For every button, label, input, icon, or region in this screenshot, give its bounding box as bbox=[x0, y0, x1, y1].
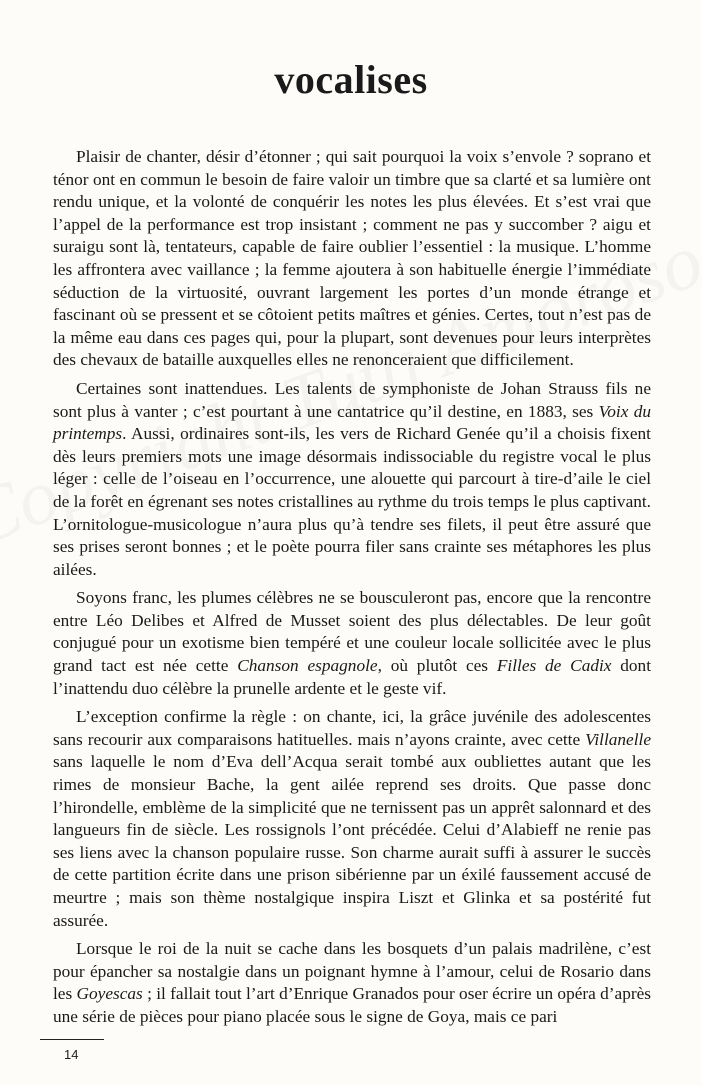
italic-title: Filles de Cadix bbox=[496, 656, 612, 676]
paragraph bbox=[53, 146, 651, 372]
italic-title: Voix du printemps bbox=[53, 401, 652, 444]
paragraph bbox=[53, 706, 651, 932]
body-text bbox=[53, 146, 651, 1035]
italic-title: Villanelle bbox=[585, 729, 651, 749]
paragraph bbox=[53, 378, 651, 581]
footer-rule bbox=[40, 1039, 104, 1040]
paragraph bbox=[53, 587, 651, 700]
paragraph bbox=[53, 938, 651, 1028]
text-run: L’exception confirme la règle : on chante, ici, la grâce juvénile des adolescentes sans recourir aux comparaisons hatituelles. mais n’ayons crainte, avec cette bbox=[53, 707, 651, 749]
page-title: vocalises bbox=[274, 57, 428, 102]
text-run: . Aussi, ordinaires sont-ils, les vers de Richard Genée qu’il a choisis fixent dès leurs premiers mots une image désormais indissociable du registre vocal le plus léger : celle de l’oiseau en l’occurrence, une alouette qui parcourt à tire-d’aile le ciel de la forêt en égrenant ses notes cristallines au rythme du trois temps le plus captivant. L’ornitologue-musicologue n’aura plus qu’à tendre ses filets, il peut être assuré que ses prises seront bonnes ; et le poète pourra filer sans crainte ses métaphores les plus ailées. bbox=[53, 424, 651, 579]
text-run: Lorsque le roi de la nuit se cache dans les bosquets d’un palais madrilène, c’est pour épancher sa nostalgie dans un poignant hymne à l’amour, celui de Rosario dans les bbox=[53, 939, 651, 1004]
text-run: Plaisir de chanter, désir d’étonner ; qui sait pourquoi la voix s’envole ? soprano et ténor ont en commun le besoin de faire valoir un timbre que sa clarté et sa lumière ont rendu unique, et la volonté de conquérir les notes les plus élevées. Et s’est vrai que l’appel de la performance est trop insistant ; comment ne pas y succomber ? aigu et suraigu sont là, tentateurs, capable de faire oublier l’essentiel : la musique. L’homme les affrontera avec vaillance ; la femme ajoutera à son habituelle énergie l’immédiate séduction de la virtuosité, ouvrant largement les portes d’un monde étrange et fascinant où se pressent et se côtoient petits maîtres et génies. Certes, tout n’est pas de la même eau dans ces pages qui, pour la plupart, sont devenues pour leurs interprètes des chevaux de bataille auxquelles elles ne renonceraient que difficilement. bbox=[53, 147, 651, 370]
text-run: dont l’inattendu duo célèbre la prunelle ardente et le geste vif. bbox=[53, 656, 651, 698]
text-run: ; il fallait tout l’art d’Enrique Granados pour oser écrire un opéra d’après une série de pièces pour piano placée sous le signe de Goya, mais ce pari bbox=[53, 984, 651, 1026]
text-run: Certaines sont inattendues. Les talents de symphoniste de Johan Strauss fils ne sont plus à vanter ; c’est pourtant à une cantatrice qu’il destine, en 1883, ses bbox=[53, 378, 651, 421]
italic-title: Chanson espagnole bbox=[237, 656, 378, 676]
text-run: Soyons franc, les plumes célèbres ne se bousculeront pas, encore que la rencontre entre Léo Delibes et Alfred de Musset soient des plus délectables. De leur goût conjugué pour un exotisme bien tempéré et une couleur locale sollicitée avec le plus grand tact est née cette bbox=[53, 588, 651, 676]
page-number: 14 bbox=[64, 1047, 79, 1062]
italic-title: Goyescas bbox=[76, 984, 143, 1004]
text-run: , où plutôt ces bbox=[377, 656, 497, 676]
text-run: sans laquelle le nom d’Eva dell’Acqua serait tombé aux oubliettes autant que les rimes de monsieur Bache, la gent ailée reprend ses droits. Que passe donc l’hirondelle, emblème de la simplicité que ne ternissent pas un apprêt salonnard et des langueurs fin de siècle. Les rossignols l’ont précédée. Celui d’Alabieff ne renie pas ses liens avec la chanson populaire russe. Son charme aurait suffi à assurer le succès de cette partition écrite dans une prison sibérienne par un éxilé faussement accusé de meurtre ; mais son thème nostalgique inspira Liszt et Glinka et sa postérité fut assurée. bbox=[53, 752, 651, 930]
